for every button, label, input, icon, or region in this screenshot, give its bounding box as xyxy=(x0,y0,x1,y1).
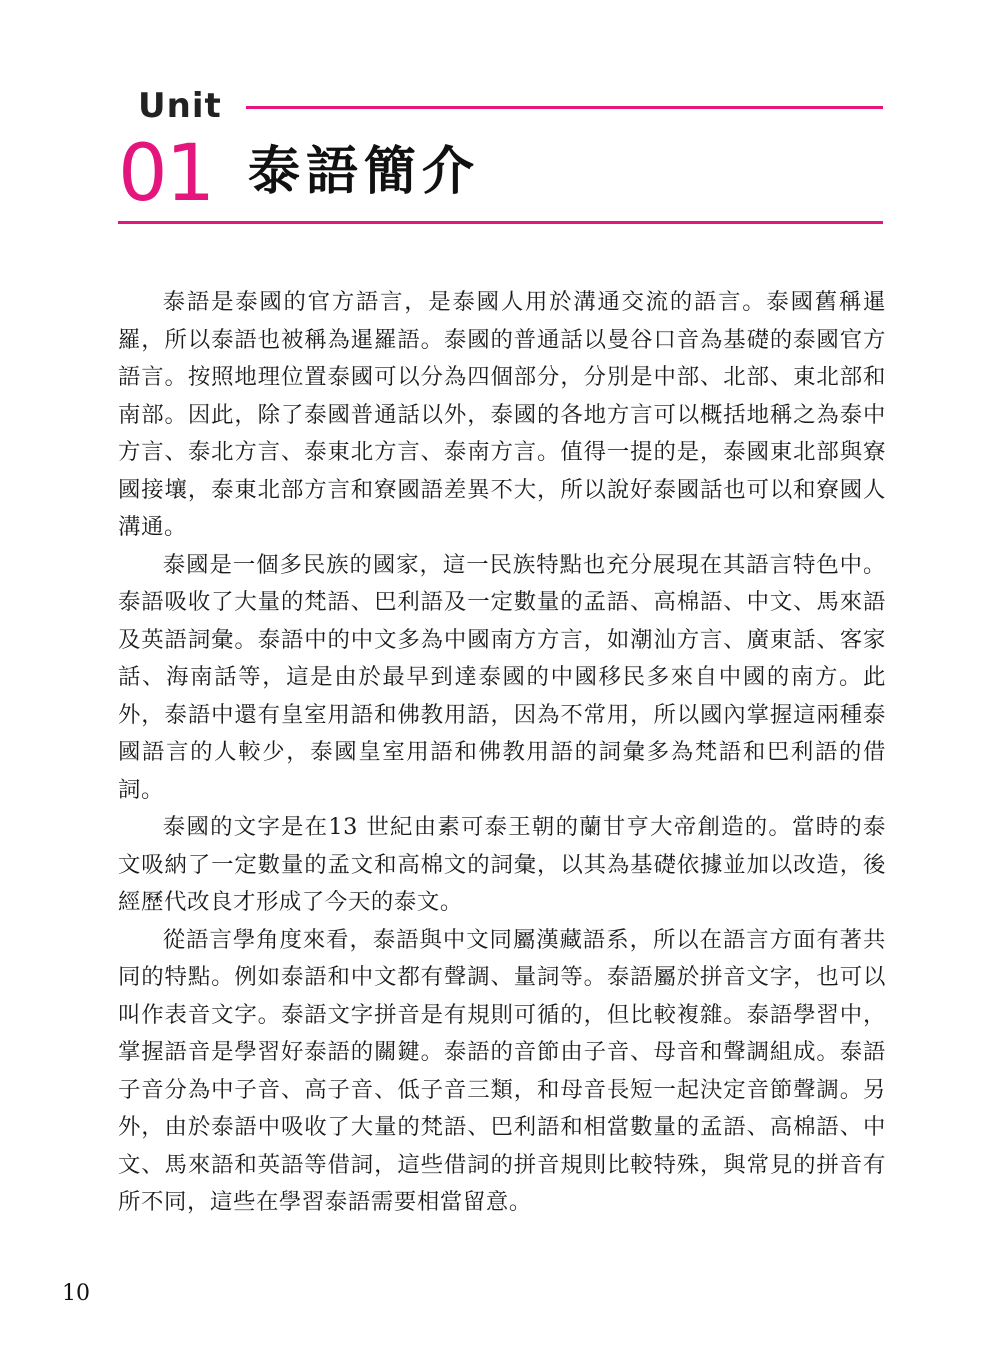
unit-header xyxy=(0,0,1000,240)
paragraph: 泰語是泰國的官方語言，是泰國人用於溝通交流的語言。泰國舊稱暹羅，所以泰語也被稱為暹羅語。泰國的普通話以曼谷口音為基礎的泰國官方語言。按照地理位置泰國可以分為四個部分，分別是中部、北部、東北部和南部。因此，除了泰國普通話以外，泰國的各地方言可以概括地稱之為泰中方言、泰北方言、泰東北方言、泰南方言。值得一提的是，泰國東北部與寮國接壤，泰東北部方言和寮國語差異不大，所以說好泰國話也可以和寮國人溝通。 xyxy=(118,289,886,540)
page-number: 10 xyxy=(62,1281,90,1306)
paragraph: 泰國是一個多民族的國家，這一民族特點也充分展現在其語言特色中。泰語吸收了大量的梵語、巴利語及一定數量的孟語、高棉語、中文、馬來語及英語詞彙。泰語中的中文多為中國南方方言，如潮汕方言、廣東話、客家話、海南話等，這是由於最早到達泰國的中國移民多來自中國的南方。此外，泰語中還有皇室用語和佛教用語，因為不常用，所以國內掌握這兩種泰國語言的人較少，泰國皇室用語和佛教用語的詞彙多為梵語和巴利語的借詞。 xyxy=(118,551,886,803)
page-title: 泰語簡介 xyxy=(248,142,481,202)
paragraph: 從語言學角度來看，泰語與中文同屬漢藏語系，所以在語言方面有著共同的特點。例如泰語和中文都有聲調、量詞等。泰語屬於拼音文字，也可以叫作表音文字。泰語文字拼音是有規則可循的，但比較複雜。泰語學習中，掌握語音是學習好泰語的關鍵。泰語的音節由子音、母音和聲調組成。泰語子音分為中子音、高子音、低子音三類，和母音長短一起決定音節聲調。另外，由於泰語中吸收了大量的梵語、巴利語和相當數量的孟語、高棉語、中文、馬來語和英語等借詞，這些借詞的拼音規則比較特殊，與常見的拼音有所不同，這些在學習泰語需要相當留意。 xyxy=(118,926,886,1215)
unit-label: Unit xyxy=(138,86,222,126)
body-text xyxy=(118,284,886,1222)
paragraph: 泰國的文字是在13 世紀由素可泰王朝的蘭甘亨大帝創造的。當時的泰文吸納了一定數量的孟文和高棉文的詞彙，以其為基礎依據並加以改造，後經歷代改良才形成了今天的泰文。 xyxy=(118,814,886,915)
top-divider xyxy=(246,106,883,109)
unit-number: 01 xyxy=(118,129,214,219)
bottom-divider xyxy=(118,221,883,224)
